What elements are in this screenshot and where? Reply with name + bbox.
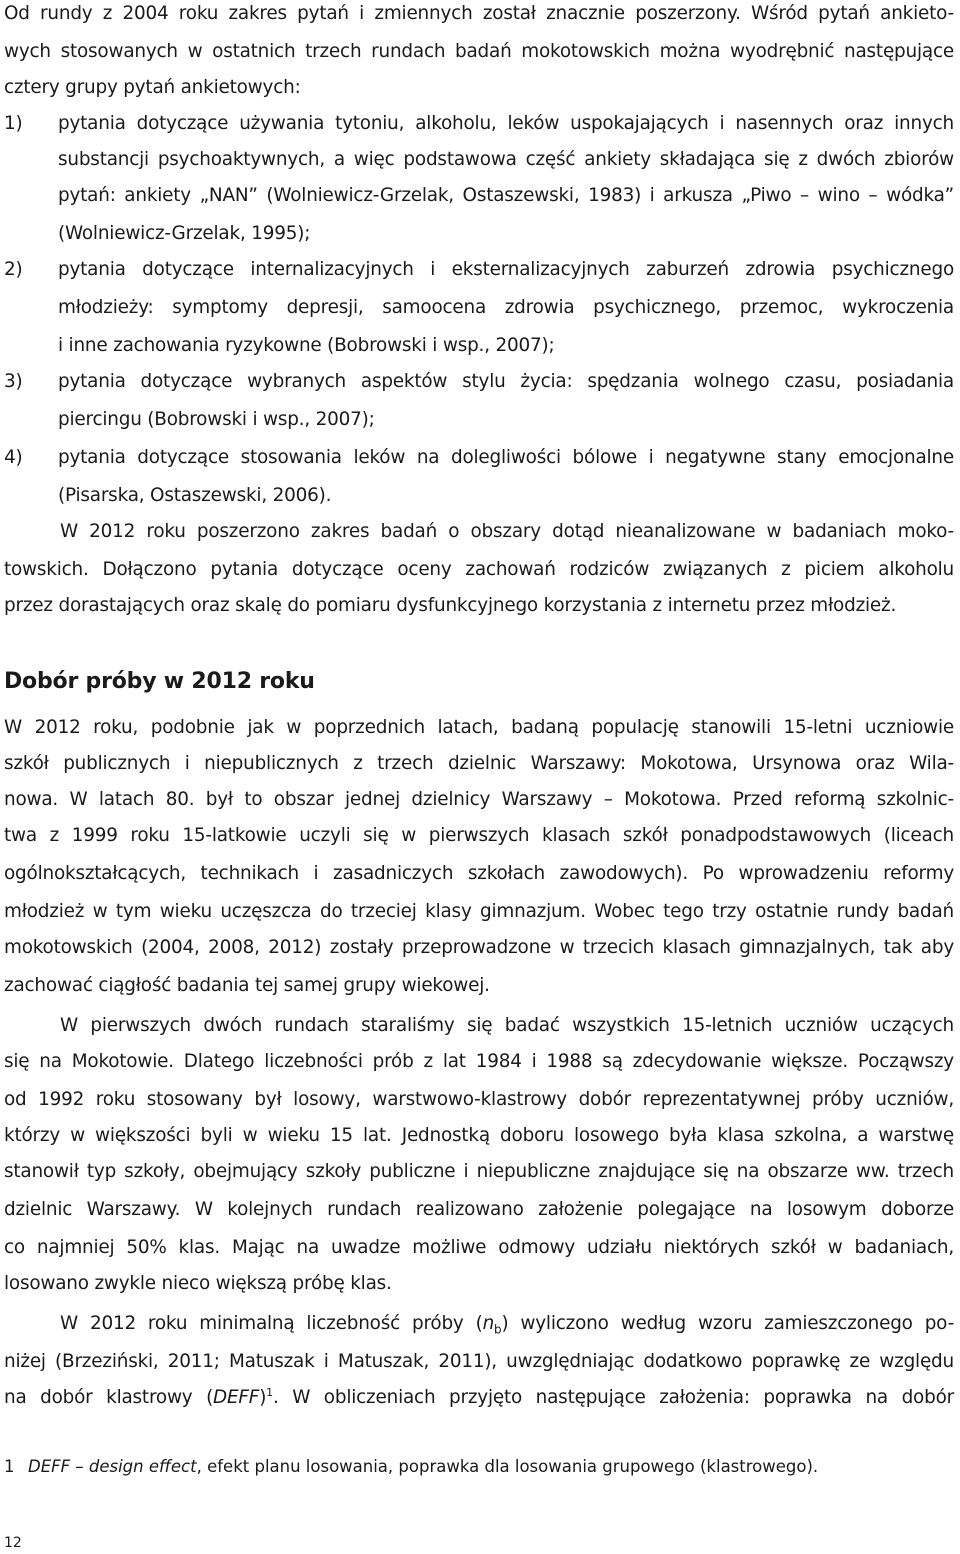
text-line: niżej (Brzeziński, 2011; Matuszak i Matuszak, 2011), uwzględniając dodatkowo poprawkę ze względu	[4, 1351, 954, 1372]
list-item-line: (Wolniewicz-Grzelak, 1995);	[58, 223, 311, 244]
text-line: towskich. Dołączono pytania dotyczące oceny zachowań rodziców związanych z piciem alkoholu	[4, 559, 954, 580]
text-line: ogólnokształcących, technikach i zasadniczych szkołach zawodowych). Po wprowadzeniu reformy	[4, 863, 954, 884]
list-item-line: (Pisarska, Ostaszewski, 2006).	[58, 485, 332, 506]
text-span: )	[259, 1387, 267, 1408]
text-line	[60, 1312, 954, 1342]
footnote-term: DEFF – design effect	[28, 1457, 197, 1476]
variable-n: n	[482, 1313, 495, 1334]
list-item-line: substancji psychoaktywnych, a więc podstawowa część ankiety składająca się z dwóch zbiorów	[58, 149, 954, 170]
text-line: dzielnic Warszawy. W kolejnych rundach realizowano założenie polegające na losowym doborze	[4, 1199, 954, 1220]
text-line: przez dorastających oraz skalę do pomiaru dysfunkcyjnego korzystania z internetu przez młodzież.	[4, 595, 897, 616]
text-line: od 1992 roku stosowany był losowy, warstwowo-klastrowy dobór reprezentatywnej próby uczniów,	[4, 1089, 954, 1110]
list-number: 4)	[4, 447, 23, 468]
text-line: wych stosowanych w ostatnich trzech rundach badań mokotowskich można wyodrębnić następujące	[4, 41, 954, 62]
text-span: ) wyliczono według wzoru zamieszczonego po-	[501, 1313, 955, 1334]
text-span: na dobór klastrowy (	[4, 1387, 214, 1408]
variable-subscript: b	[494, 1322, 502, 1337]
text-line: stanowił typ szkoły, obejmujący szkoły publiczne i niepubliczne znajdujące się na obszarze ww. trzech	[4, 1161, 954, 1182]
text-line: którzy w większości byli w wieku 15 lat. Jednostką doboru losowego była klasa szkolna, a warstwę	[4, 1125, 954, 1146]
page-number: 12	[4, 1535, 22, 1551]
section-heading: Dobór próby w 2012 roku	[4, 669, 315, 694]
list-item-line: pytania dotyczące internalizacyjnych i eksternalizacyjnych zaburzeń zdrowia psychicznego	[58, 259, 954, 280]
footnote-text: , efekt planu losowania, poprawka dla losowania grupowego (klastrowego).	[196, 1457, 819, 1476]
text-line	[4, 1386, 954, 1410]
list-item-line: piercingu (Bobrowski i wsp., 2007);	[58, 409, 375, 430]
list-number: 3)	[4, 371, 23, 392]
text-line: W 2012 roku poszerzono zakres badań o obszary dotąd nieanalizowane w badaniach moko-	[60, 521, 954, 542]
text-line: co najmniej 50% klas. Mając na uwadze możliwe odmowy udziału niektórych szkół w badaniach,	[4, 1237, 954, 1258]
list-item-line: pytania dotyczące używania tytoniu, alkoholu, leków uspokajających i nasennych oraz innych	[58, 113, 954, 134]
list-item-line: pytania dotyczące stosowania leków na dolegliwości bólowe i negatywne stany emocjonalne	[58, 447, 954, 468]
deff-term: DEFF	[213, 1387, 260, 1408]
text-line: szkół publicznych i niepublicznych z trzech dzielnic Warszawy: Mokotowa, Ursynowa oraz Wila-	[4, 753, 954, 774]
text-line: się na Mokotowie. Dlatego liczebności prób z lat 1984 i 1988 są zdecydowanie większe. Począwszy	[4, 1051, 954, 1072]
text-line: nowa. W latach 80. był to obszar jednej dzielnicy Warszawy – Mokotowa. Przed reformą szkolnic-	[4, 789, 954, 810]
text-line: młodzież w tym wieku uczęszcza do trzeciej klasy gimnazjum. Wobec tego trzy ostatnie rundy badań	[4, 901, 954, 922]
footnote	[4, 1456, 954, 1478]
list-item-line: pytań: ankiety „NAN” (Wolniewicz-Grzelak, Ostaszewski, 1983) i arkusza „Piwo – wino – wódka”	[58, 185, 954, 206]
text-span: . W obliczeniach przyjęto następujące założenia: poprawka na dobór	[272, 1387, 954, 1408]
footnote-number: 1	[4, 1457, 15, 1476]
text-span: W 2012 roku minimalną liczebność próby (	[60, 1313, 483, 1334]
list-number: 1)	[4, 113, 23, 134]
text-line: Od rundy z 2004 roku zakres pytań i zmiennych został znacznie poszerzony. Wśród pytań ankieto-	[4, 3, 954, 24]
list-item-line: młodzieży: symptomy depresji, samoocena zdrowia psychicznego, przemoc, wykroczenia	[58, 297, 954, 318]
text-line: twa z 1999 roku 15-latkowie uczyli się w pierwszych klasach szkół ponadpodstawowych (liceach	[4, 825, 954, 846]
list-item-line: i inne zachowania ryzykowne (Bobrowski i wsp., 2007);	[58, 335, 555, 356]
text-line: cztery grupy pytań ankietowych:	[4, 77, 301, 98]
text-line: losowano zwykle nieco większą próbę klas.	[4, 1273, 392, 1294]
list-item-line: pytania dotyczące wybranych aspektów stylu życia: spędzania wolnego czasu, posiadania	[58, 371, 954, 392]
text-line: mokotowskich (2004, 2008, 2012) zostały przeprowadzone w trzecich klasach gimnazjalnych, tak aby	[4, 937, 954, 958]
text-line: zachować ciągłość badania tej samej grupy wiekowej.	[4, 975, 490, 996]
text-line: W 2012 roku, podobnie jak w poprzednich latach, badaną populację stanowili 15-letni uczniowie	[4, 717, 954, 738]
text-line: W pierwszych dwóch rundach staraliśmy się badać wszystkich 15-letnich uczniów uczących	[60, 1015, 954, 1036]
footnote-ref[interactable]: 1	[266, 1385, 273, 1399]
list-number: 2)	[4, 259, 23, 280]
